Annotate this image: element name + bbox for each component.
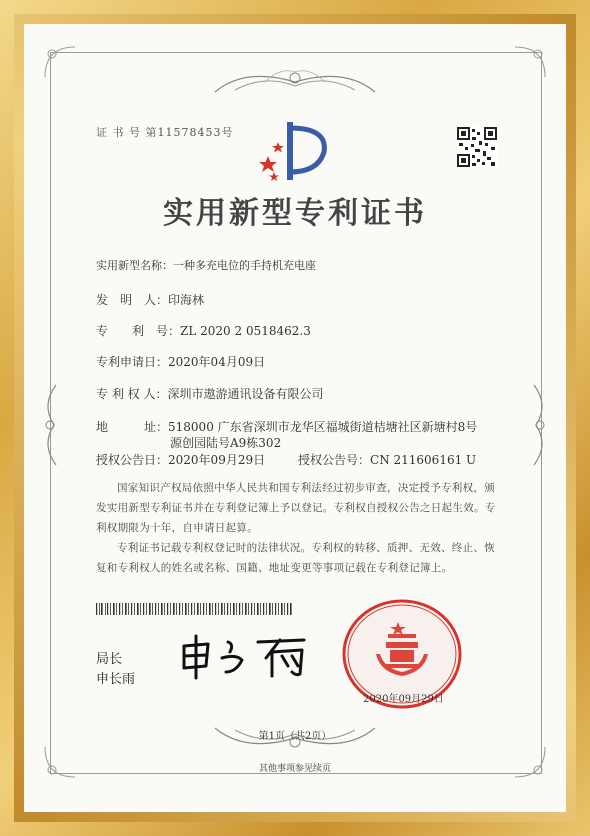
address-row xyxy=(96,418,477,435)
patentee-value: 深圳市遨游通讯设备有限公司 xyxy=(167,387,324,401)
inventor-row xyxy=(96,291,204,308)
utility-name-row xyxy=(96,257,316,273)
left-ornament xyxy=(36,380,66,470)
patentee-row xyxy=(96,385,323,402)
inventor-value: 印海林 xyxy=(168,293,205,307)
patent-number-value: ZL 2020 2 0518462.3 xyxy=(180,324,311,338)
grant-date-value: 2020年09月29日 xyxy=(168,453,266,467)
filing-date-row xyxy=(96,353,265,370)
certificate-title: 实用新型专利证书 xyxy=(163,196,427,231)
inventor-label: 发 明 人： xyxy=(96,293,169,307)
filing-date-value: 2020年04月09日 xyxy=(168,355,266,369)
page-info: 第1页（共2页） xyxy=(258,731,332,742)
legal-status-paragraph: 专利证书记载专利权登记时的法律状况。专利权的转移、质押、无效、终止、恢复和专利权人的姓名或名称、国籍、地址变更等事项记载在专利登记簿上。 xyxy=(96,542,495,574)
right-ornament xyxy=(524,380,554,470)
director-title: 局长 xyxy=(96,652,123,667)
certificate-number: 证 书 号 第11578453号 xyxy=(96,126,234,139)
corner-ornament-tl xyxy=(40,42,80,82)
grant-number-label: 授权公告号： xyxy=(298,453,371,467)
qr-code xyxy=(457,127,497,167)
grant-number-value: CN 211606161 U xyxy=(370,453,477,467)
grant-date-label: 授权公告日： xyxy=(96,453,169,467)
grant-paragraph: 国家知识产权局依照中华人民共和国专利法经过初步审查，决定授予专利权，颁发实用新型专利证书并在专利登记簿上予以登记。专利权自授权公告之日起生效。专利权期限为十年，自申请日起算。 xyxy=(96,482,496,534)
filing-date-label: 专利申请日： xyxy=(96,355,169,369)
address-label: 地 址： xyxy=(96,420,169,434)
director-signature xyxy=(176,632,316,680)
patent-office-emblem-icon xyxy=(256,118,336,190)
utility-name-label: 实用新型名称： xyxy=(96,259,173,272)
address-line1: 518000 广东省深圳市龙华区福城街道桔塘社区新塘村8号 xyxy=(168,420,478,434)
utility-name-value: 一种多充电位的手持机充电座 xyxy=(173,259,316,272)
grant-number-row xyxy=(298,451,476,468)
grant-date-row xyxy=(96,451,265,468)
corner-ornament-tr xyxy=(510,42,550,82)
patent-number-row xyxy=(96,322,311,339)
address-line2: 源创园陆号A9栋302 xyxy=(170,436,282,450)
seal-date: 2020年09月29日 xyxy=(363,694,444,705)
patentee-label: 专 利 权 人： xyxy=(96,387,168,401)
patent-number-label: 专 利 号： xyxy=(96,324,181,338)
top-ornament xyxy=(205,62,385,102)
barcode xyxy=(96,603,292,615)
footer-note: 其他事项参见续页 xyxy=(258,764,331,774)
director-name: 申长雨 xyxy=(96,672,136,687)
